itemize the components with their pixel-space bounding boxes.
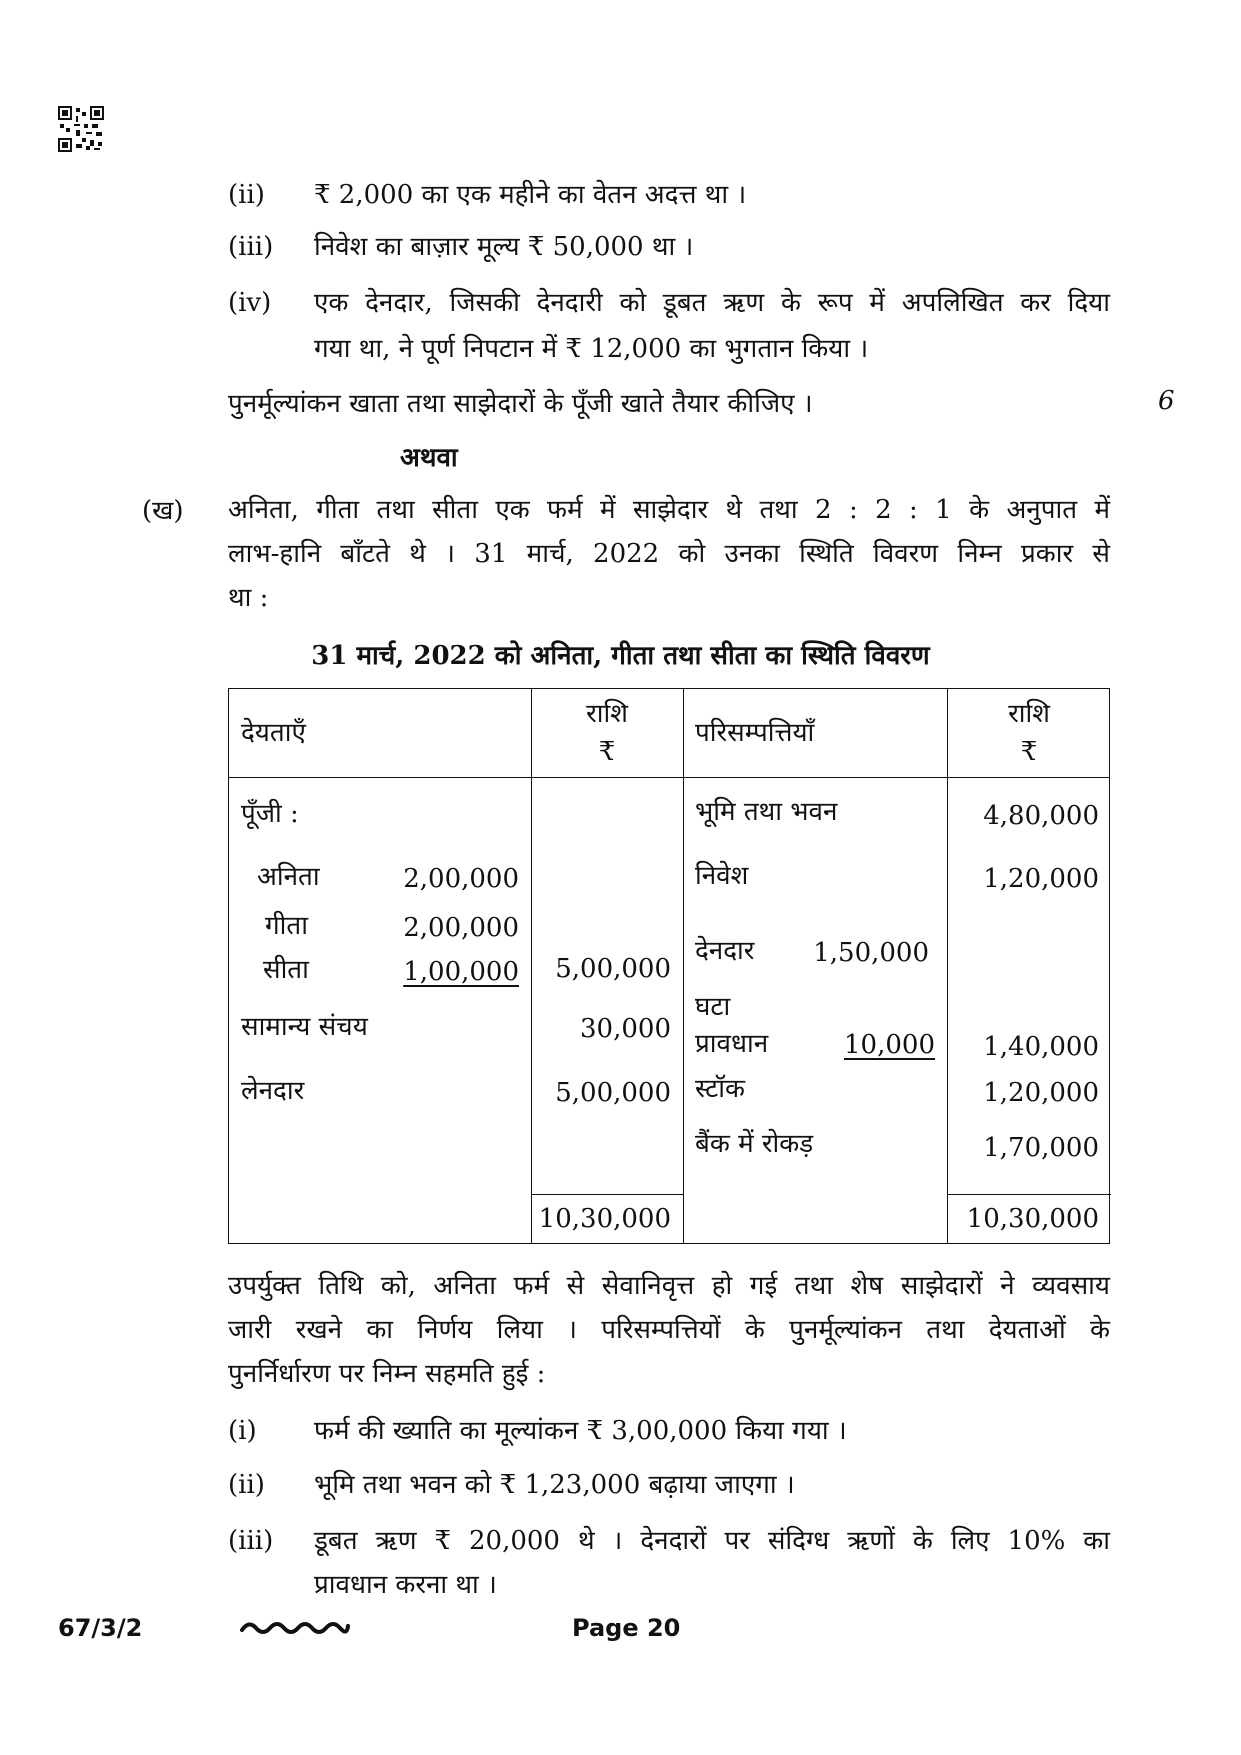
partner-name: गीता (265, 911, 308, 941)
land-building-label: भूमि तथा भवन (695, 797, 838, 827)
cash-label: बैंक में रोकड़ (695, 1129, 814, 1159)
after-para-line: पुनर्निर्धारण पर निम्न सहमति हुई : (228, 1359, 546, 1389)
header-liabilities: देयताएँ (241, 718, 306, 748)
item-number: (ii) (228, 1470, 265, 1500)
qr-code (58, 106, 104, 152)
item-number: (iv) (228, 288, 272, 318)
page-number: Page 20 (572, 1614, 681, 1642)
or-label: अथवा (400, 443, 458, 473)
tilde-ornament (240, 1618, 350, 1638)
item-number: (iii) (228, 232, 274, 262)
debtors-label: देनदार (695, 936, 755, 966)
general-reserve-label: सामान्य संचय (241, 1012, 368, 1042)
stock-amount: 1,20,000 (983, 1078, 1099, 1108)
stock-label: स्टॉक (695, 1074, 745, 1104)
debtors-amount: 1,50,000 (813, 938, 929, 968)
intro-line: लाभ-हानि बाँटते थे । 31 मार्च, 2022 को उनका स्थिति विवरण निम्न प्रकार से (228, 539, 1110, 569)
item-text: ₹ 2,000 का एक महीने का वेतन अदत्त था । (314, 180, 747, 210)
cash-amount: 1,70,000 (983, 1133, 1099, 1163)
general-reserve-amount: 30,000 (580, 1014, 671, 1044)
header-rupee: ₹ (1020, 737, 1038, 767)
header-amount: राशि (586, 699, 628, 729)
partner-capital: 1,00,000 (403, 957, 519, 987)
liabilities-total: 10,30,000 (538, 1204, 671, 1234)
paper-code: 67/3/2 (58, 1614, 143, 1642)
investment-label: निवेश (695, 861, 749, 891)
header-assets: परिसम्पत्तियाँ (695, 718, 815, 748)
net-debtors-amount: 1,40,000 (983, 1032, 1099, 1062)
partner-name: अनिता (257, 862, 320, 892)
item-number: (ii) (228, 180, 265, 210)
balance-sheet-table (228, 688, 1110, 1244)
part-label: (ख) (142, 496, 184, 526)
partner-name: सीता (263, 955, 309, 985)
item-text: प्रावधान करना था । (314, 1570, 497, 1600)
item-text: भूमि तथा भवन को ₹ 1,23,000 बढ़ाया जाएगा । (314, 1470, 795, 1500)
header-rupee: ₹ (598, 737, 616, 767)
capital-total: 5,00,000 (555, 954, 671, 984)
capital-label: पूँजी : (241, 799, 299, 829)
creditors-amount: 5,00,000 (555, 1078, 671, 1108)
provision-label: प्रावधान (695, 1029, 769, 1059)
investment-amount: 1,20,000 (983, 864, 1099, 894)
item-text: फर्म की ख्याति का मूल्यांकन ₹ 3,00,000 किया गया । (314, 1416, 847, 1446)
intro-line: था : (228, 583, 269, 613)
land-building-amount: 4,80,000 (983, 801, 1099, 831)
provision-amount: 10,000 (844, 1030, 935, 1060)
partner-capital: 2,00,000 (403, 864, 519, 894)
partner-capital: 2,00,000 (403, 913, 519, 943)
item-text: डूबत ऋण ₹ 20,000 थे । देनदारों पर संदिग्ध ऋणों के लिए 10% का (314, 1526, 1110, 1556)
item-number: (iii) (228, 1526, 274, 1556)
intro-line: अनिता, गीता तथा सीता एक फर्म में साझेदार थे तथा 2 : 2 : 1 के अनुपात में (228, 495, 1110, 525)
after-para-line: उपर्युक्त तिथि को, अनिता फर्म से सेवानिवृत्त हो गई तथा शेष साझेदारों ने व्यवसाय (228, 1271, 1110, 1301)
creditors-label: लेनदार (241, 1076, 305, 1106)
header-amount: राशि (1008, 699, 1050, 729)
instruction: पुनर्मूल्यांकन खाता तथा साझेदारों के पूँजी खाते तैयार कीजिए । (228, 389, 813, 419)
item-number: (i) (228, 1416, 257, 1446)
assets-total: 10,30,000 (966, 1204, 1099, 1234)
item-text: एक देनदार, जिसकी देनदारी को डूबत ऋण के रूप में अपलिखित कर दिया (314, 288, 1110, 318)
less-label: घटा (695, 992, 731, 1022)
table-title: 31 मार्च, 2022 को अनिता, गीता तथा सीता का स्थिति विवरण (311, 641, 930, 671)
marks: 6 (1158, 386, 1175, 416)
item-text: गया था, ने पूर्ण निपटान में ₹ 12,000 का भुगतान किया । (314, 334, 869, 364)
item-text: निवेश का बाज़ार मूल्य ₹ 50,000 था । (314, 232, 694, 262)
after-para-line: जारी रखने का निर्णय लिया । परिसम्पत्तियों के पुनर्मूल्यांकन तथा देयताओं के (228, 1315, 1110, 1345)
